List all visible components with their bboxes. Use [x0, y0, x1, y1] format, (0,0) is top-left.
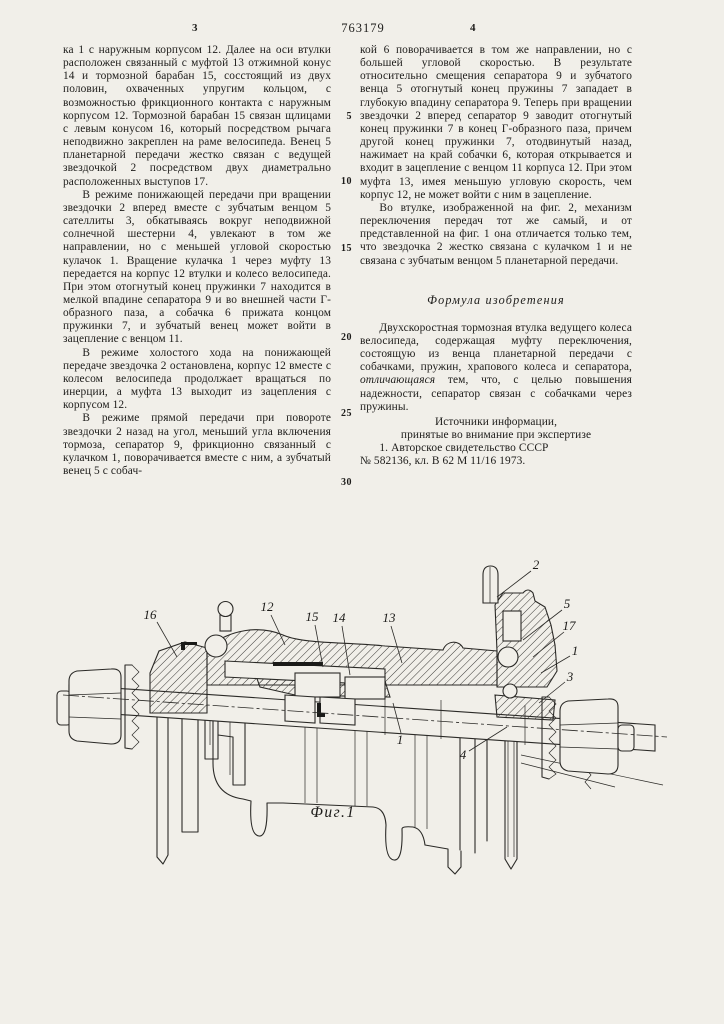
sources-line: № 582136, кл. В 62 М 11/16 1973. [360, 455, 526, 468]
line-number-25: 25 [341, 408, 352, 419]
part-label-4: 4 [459, 747, 467, 762]
part-label-16: 16 [143, 607, 157, 622]
sources-block [360, 416, 632, 469]
part-label-1-right: 1 [571, 643, 579, 658]
sources-line: принятые во внимание при экспертизе [400, 429, 592, 442]
text-column-right [360, 44, 632, 469]
part-label-1-bottom: 1 [396, 732, 404, 747]
patent-claim [360, 322, 632, 414]
paragraph: Во втулке, изображенной на фиг. 2, механизм переключения передач тот же самый, и от представленной на фиг. 1 она отличается только тем, что звездочка 2 жестко связана с кулачком 1 и не связана с зубчатым венцом 5 планетарной передачи. [360, 201, 632, 267]
line-number-30: 30 [341, 477, 352, 488]
part-label-14: 14 [332, 610, 346, 625]
part-label-13: 13 [382, 610, 396, 625]
part-label-5: 5 [563, 596, 571, 611]
paragraph: ка 1 с наружным корпусом 12. Далее на оси втулки расположен связанный с муфтой 13 отжимной конус 14 и тормозной барабан 15, сосстоящий из двух половин, охваченных упругим кольцом, с возможностью фрикционного контакта с наружным корпусом 12. Тормозной барабан 15 связан щлицами с левым конусом 16, который посредством рычага неподвижно закреплен на раме велосипеда. Венец 5 планетарной передачи жестко связан с ведущей звездочкой 2 посредством двух диаметрально расположенных выступов 17. [63, 44, 331, 188]
line-number-15: 15 [341, 243, 352, 254]
line-number-10: 10 [341, 176, 352, 187]
claim-text: тем, что, с целью повышения надежности, сепаратор связан с собачками через пружины. [360, 374, 632, 413]
line-number-5: 5 [346, 111, 352, 122]
sources-line: 1. Авторское свидетельство СССР [379, 442, 549, 455]
part-label-12: 12 [260, 599, 274, 614]
page-number-left: 3 [192, 22, 198, 34]
paragraph: кой 6 поворачивается в том же направлении, но с большей угловой скоростью. В результате относительно смещения сепаратора 9 и зубчатого венца 5 отогнутый конец пружины 7 западает в глубокую впадину сепаратора 9. Теперь при вращении звездочки 2 вперед сепаратор 9 заводит отогнутый конец пружинки 7 в конец Г-образного паза, причем другой конец пружинки 7, отодвинутый назад, нажимает на край собачки 6, которая открывается и входит в зацепление с венцом 11 корпуса 12. При этом муфта 13, имея меньшую угловую скорость, чем корпус 12, не может войти с ним в зацепление. [360, 44, 632, 201]
figure-1-hub-cross-section [55, 545, 675, 935]
paragraph: В режиме понижающей передачи при вращении звездочки 2 вперед вместе с зубчатым венцом 5 сателлиты 3, обкатываясь вокруг неподвижной солнечной шестерни 4, увлекают в том же направлении, но с меньшей угловой скоростью кулачок 1. Вращение кулачка 1 через муфту 13 передается на корпус 12 втулки и колесо велосипеда. При этом отогнутый конец пружинки 7 находится в мелкой впадине сепаратора 9 и во внешней части Г-образного паза, а собачка 6 прижата концом пружинки 7, и зубчатый венец может войти в зацепление с венцом 11. [63, 188, 331, 346]
claim-heading: Формула изобретения [427, 292, 565, 307]
text-column-left [63, 44, 331, 478]
line-number-20: 20 [341, 332, 352, 343]
page-number-right: 4 [470, 22, 476, 34]
sources-line: Источники информации, [434, 415, 558, 428]
figure-caption: Фиг.1 [310, 804, 356, 821]
paragraph: В режиме холостого хода на понижающей передаче звездочка 2 остановлена, корпус 12 вместе с колесом велосипеда продолжает вращаться по инерции, а муфта 13 выходит из зацепления с корпусом 12. [63, 346, 331, 412]
part-label-2: 2 [532, 557, 540, 572]
part-label-15: 15 [305, 609, 319, 624]
claim-emphasis: отличающаяся [360, 374, 436, 387]
part-label-17: 17 [562, 618, 576, 633]
paragraph: В режиме прямой передачи при повороте звездочки 2 назад на угол, меньший угла включения тормоза, сепаратор 9, фрикционно связанный с кулачком 1, поворачивается вместе с ним, а зубчатый венец 5 с собач- [63, 412, 331, 477]
claim-text: Двухскоростная тормозная втулка ведущего колеса велосипеда, содержащая муфту переключения, состоящую из венца планетарной передачи с собачками, пружин, храпового колеса и сепаратора, [360, 321, 632, 374]
patent-number: 763179 [341, 21, 385, 35]
part-label-3: 3 [566, 669, 574, 684]
